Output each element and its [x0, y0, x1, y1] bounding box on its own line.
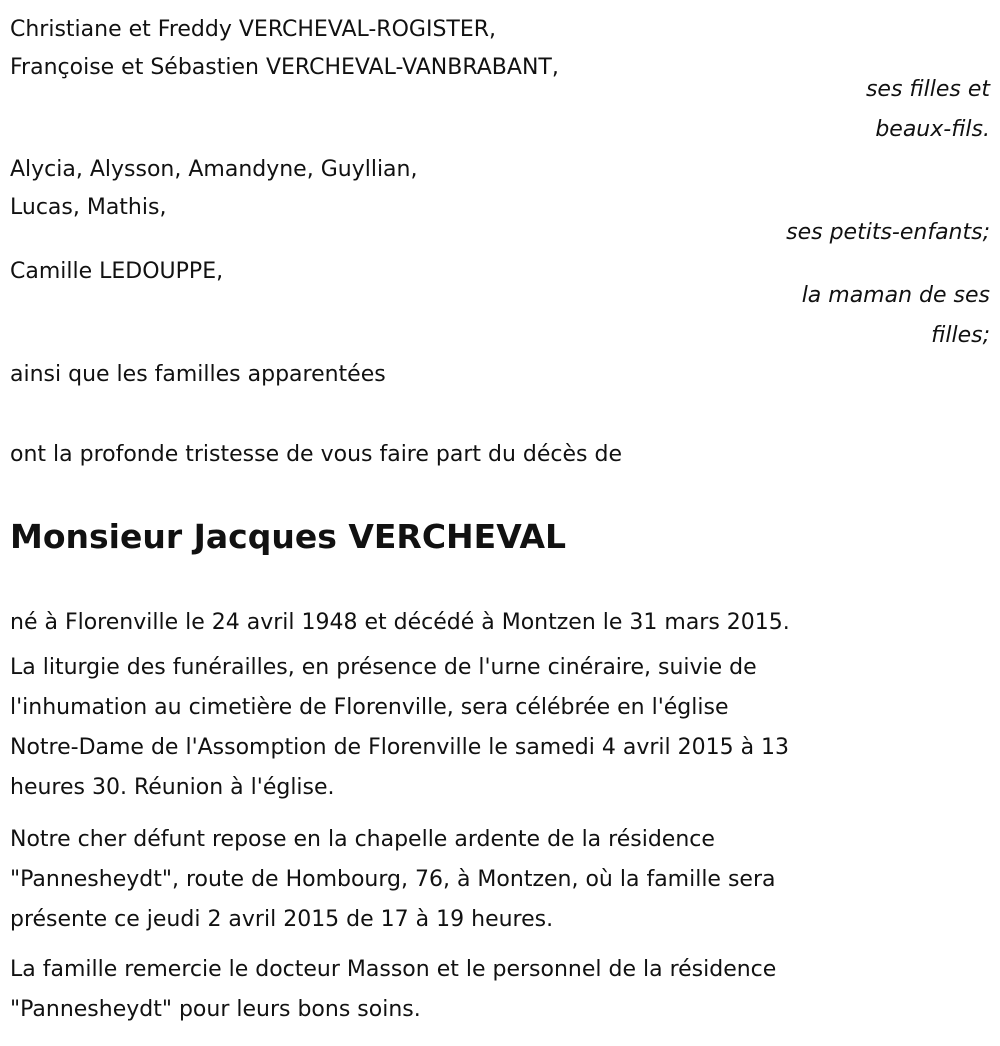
paragraph-birth-death [10, 603, 790, 643]
other-families: ainsi que les familles apparentées [10, 362, 386, 387]
paragraph-funeral [10, 648, 789, 808]
text-line: Camille LEDOUPPE, [10, 259, 224, 284]
grandchildren-role [786, 213, 990, 253]
daughters-role [866, 70, 990, 150]
text-line: Christiane et Freddy VERCHEVAL-ROGISTER, [10, 17, 497, 42]
text-line: La famille remercie le docteur Masson et le personnel de la résidence [10, 957, 777, 982]
paragraph-thanks [10, 950, 776, 1030]
text-line: "Pannesheydt" pour leurs bons soins. [10, 997, 421, 1022]
text-line: heures 30. Réunion à l'église. [10, 775, 335, 800]
daughters-names [10, 10, 559, 88]
text-line: Lucas, Mathis, [10, 195, 167, 220]
text-line: beaux-fils. [875, 117, 990, 142]
text-line: Notre cher défunt repose en la chapelle ardente de la résidence [10, 827, 715, 852]
text-line: La liturgie des funérailles, en présence de l'urne cinéraire, suivie de [10, 655, 757, 680]
text-line: "Pannesheydt", route de Hombourg, 76, à Montzen, où la famille sera [10, 867, 776, 892]
grandchildren-names [10, 150, 417, 228]
mother-name [10, 252, 223, 292]
text-line: filles; [931, 323, 990, 348]
text-line: présente ce jeudi 2 avril 2015 de 17 à 19 heures. [10, 907, 554, 932]
text-line: ses filles et [865, 77, 990, 102]
deceased-name: Monsieur Jacques VERCHEVAL [10, 517, 567, 556]
text-line: Françoise et Sébastien VERCHEVAL-VANBRABANT, [10, 55, 559, 80]
paragraph-visitation [10, 820, 776, 940]
text-line: l'inhumation au cimetière de Florenville, sera célébrée en l'église [10, 695, 729, 720]
text-line: la maman de ses [801, 283, 990, 308]
text-line: Notre-Dame de l'Assomption de Florenville le samedi 4 avril 2015 à 13 [10, 735, 790, 760]
mother-role [802, 276, 990, 356]
announcement: ont la profonde tristesse de vous faire part du décès de [10, 442, 622, 467]
text-line: Alycia, Alysson, Amandyne, Guyllian, [10, 157, 418, 182]
text-line: né à Florenville le 24 avril 1948 et décédé à Montzen le 31 mars 2015. [10, 610, 790, 635]
text-line: ses petits-enfants; [786, 220, 990, 245]
